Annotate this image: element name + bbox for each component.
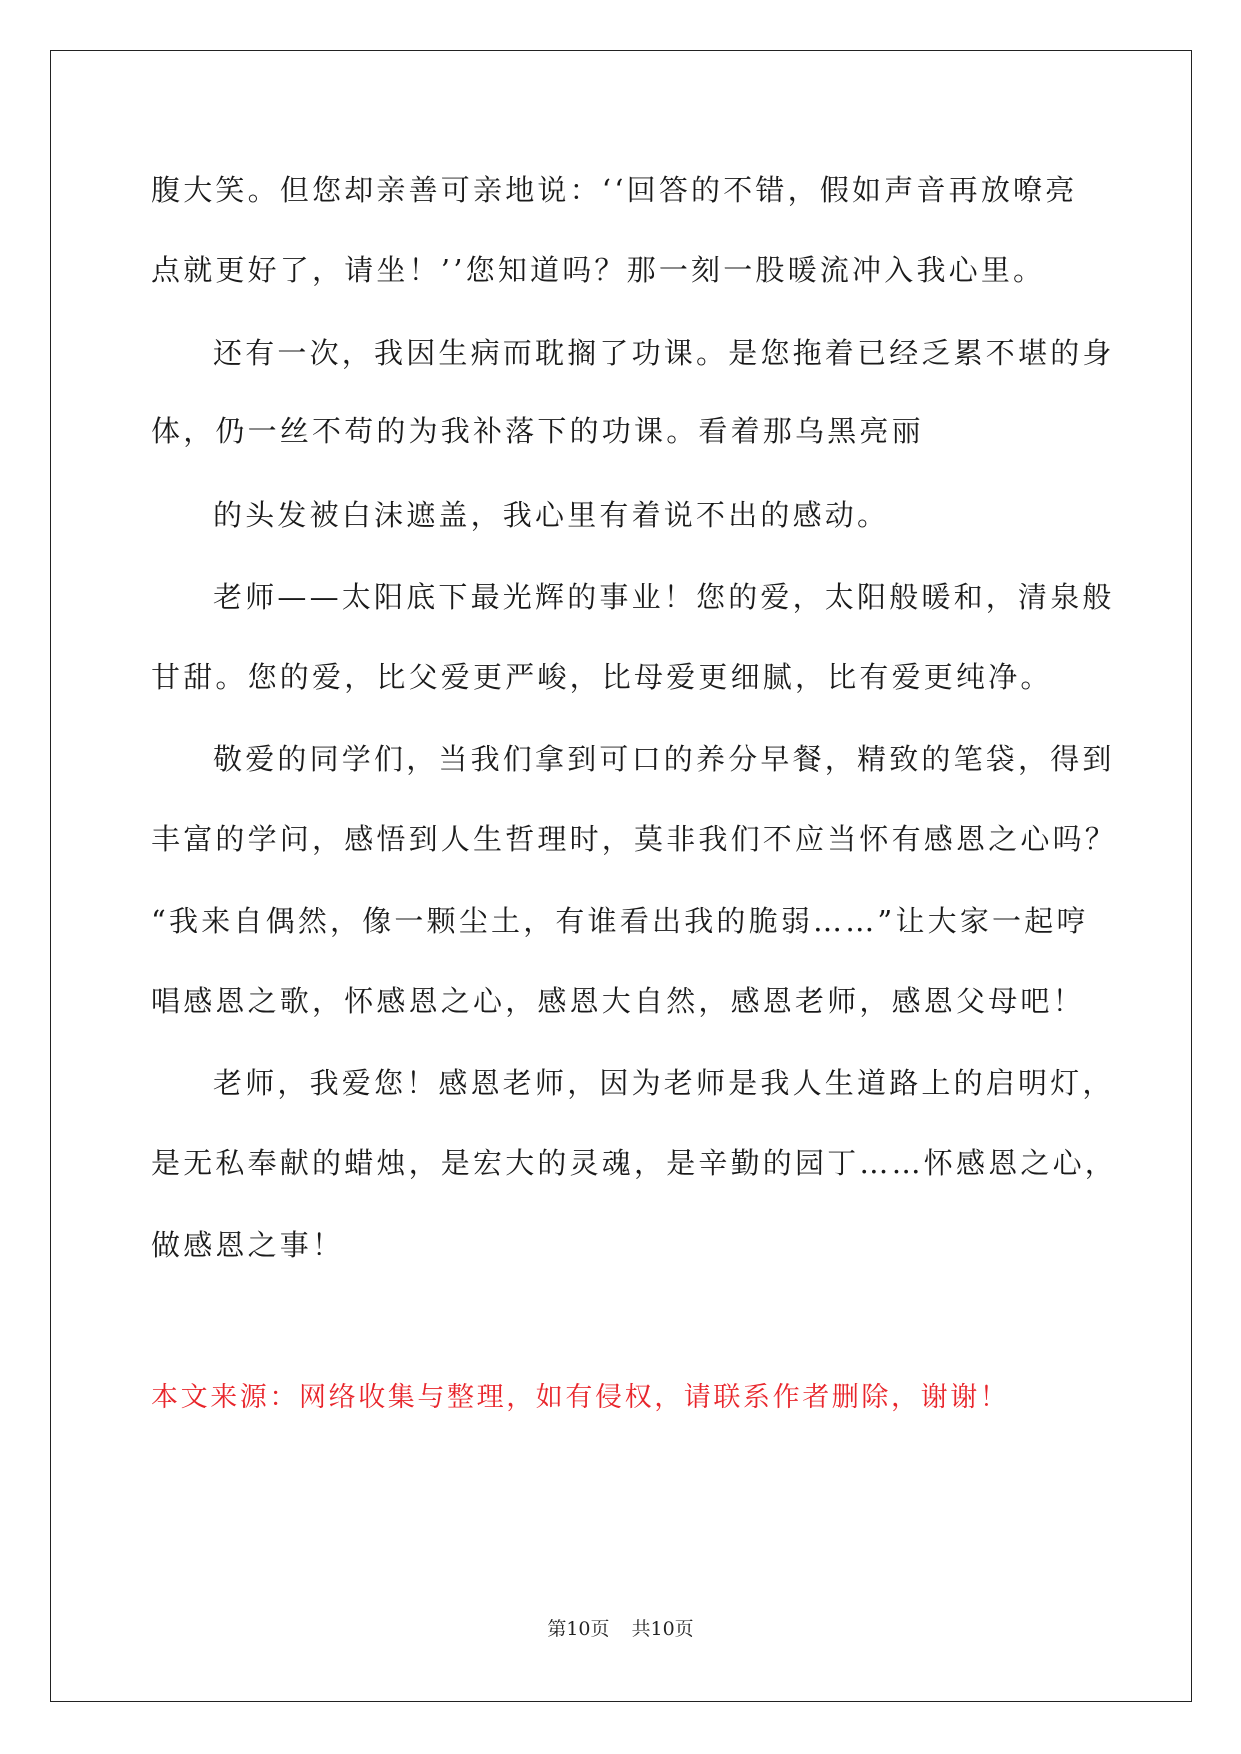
paragraph-line: 的头发被白沫遮盖，我心里有着说不出的感动。 [213, 498, 890, 532]
text-line: 腹大笑。但您却亲善可亲地说：‘‘回答的不错，假如声音再放嘹亮 [151, 173, 1078, 207]
paragraph-line: 敬爱的同学们，当我们拿到可口的养分早餐，精致的笔袋，得到 [213, 742, 1115, 776]
text-line: 体，仍一丝不苟的为我补落下的功课。看着那乌黑亮丽 [151, 414, 924, 448]
text-line: 丰富的学问，感悟到人生哲理时，莫非我们不应当怀有感恩之心吗？ [151, 822, 1118, 856]
paragraph-line: 老师，我爱您！感恩老师，因为老师是我人生道路上的启明灯， [213, 1066, 1115, 1100]
paragraph-line: 老师——太阳底下最光辉的事业！您的爱，太阳般暖和，清泉般 [213, 580, 1115, 614]
text-line: 甘甜。您的爱，比父爱更严峻，比母爱更细腻，比有爱更纯净。 [151, 660, 1053, 694]
page-border [50, 50, 1192, 1702]
paragraph-line: 还有一次，我因生病而耽搁了功课。是您拖着已经乏累不堪的身 [213, 336, 1115, 370]
text-line: “我来自偶然，像一颗尘土，有谁看出我的脆弱……”让大家一起哼 [151, 904, 1089, 938]
text-line: 唱感恩之歌，怀感恩之心，感恩大自然，感恩老师，感恩父母吧！ [151, 984, 1085, 1018]
page-footer [0, 1616, 1241, 1642]
text-line: 点就更好了，请坐！’’您知道吗？那一刻一股暖流冲入我心里。 [151, 253, 1046, 287]
text-line: 做感恩之事！ [151, 1228, 345, 1262]
page-total: 共10页 [631, 1618, 694, 1640]
page-number: 第10页 [547, 1618, 610, 1640]
source-note: 本文来源：网络收集与整理，如有侵权，请联系作者删除，谢谢！ [151, 1382, 1010, 1413]
text-line: 是无私奉献的蜡烛，是宏大的灵魂，是辛勤的园丁……怀感恩之心， [151, 1146, 1118, 1180]
